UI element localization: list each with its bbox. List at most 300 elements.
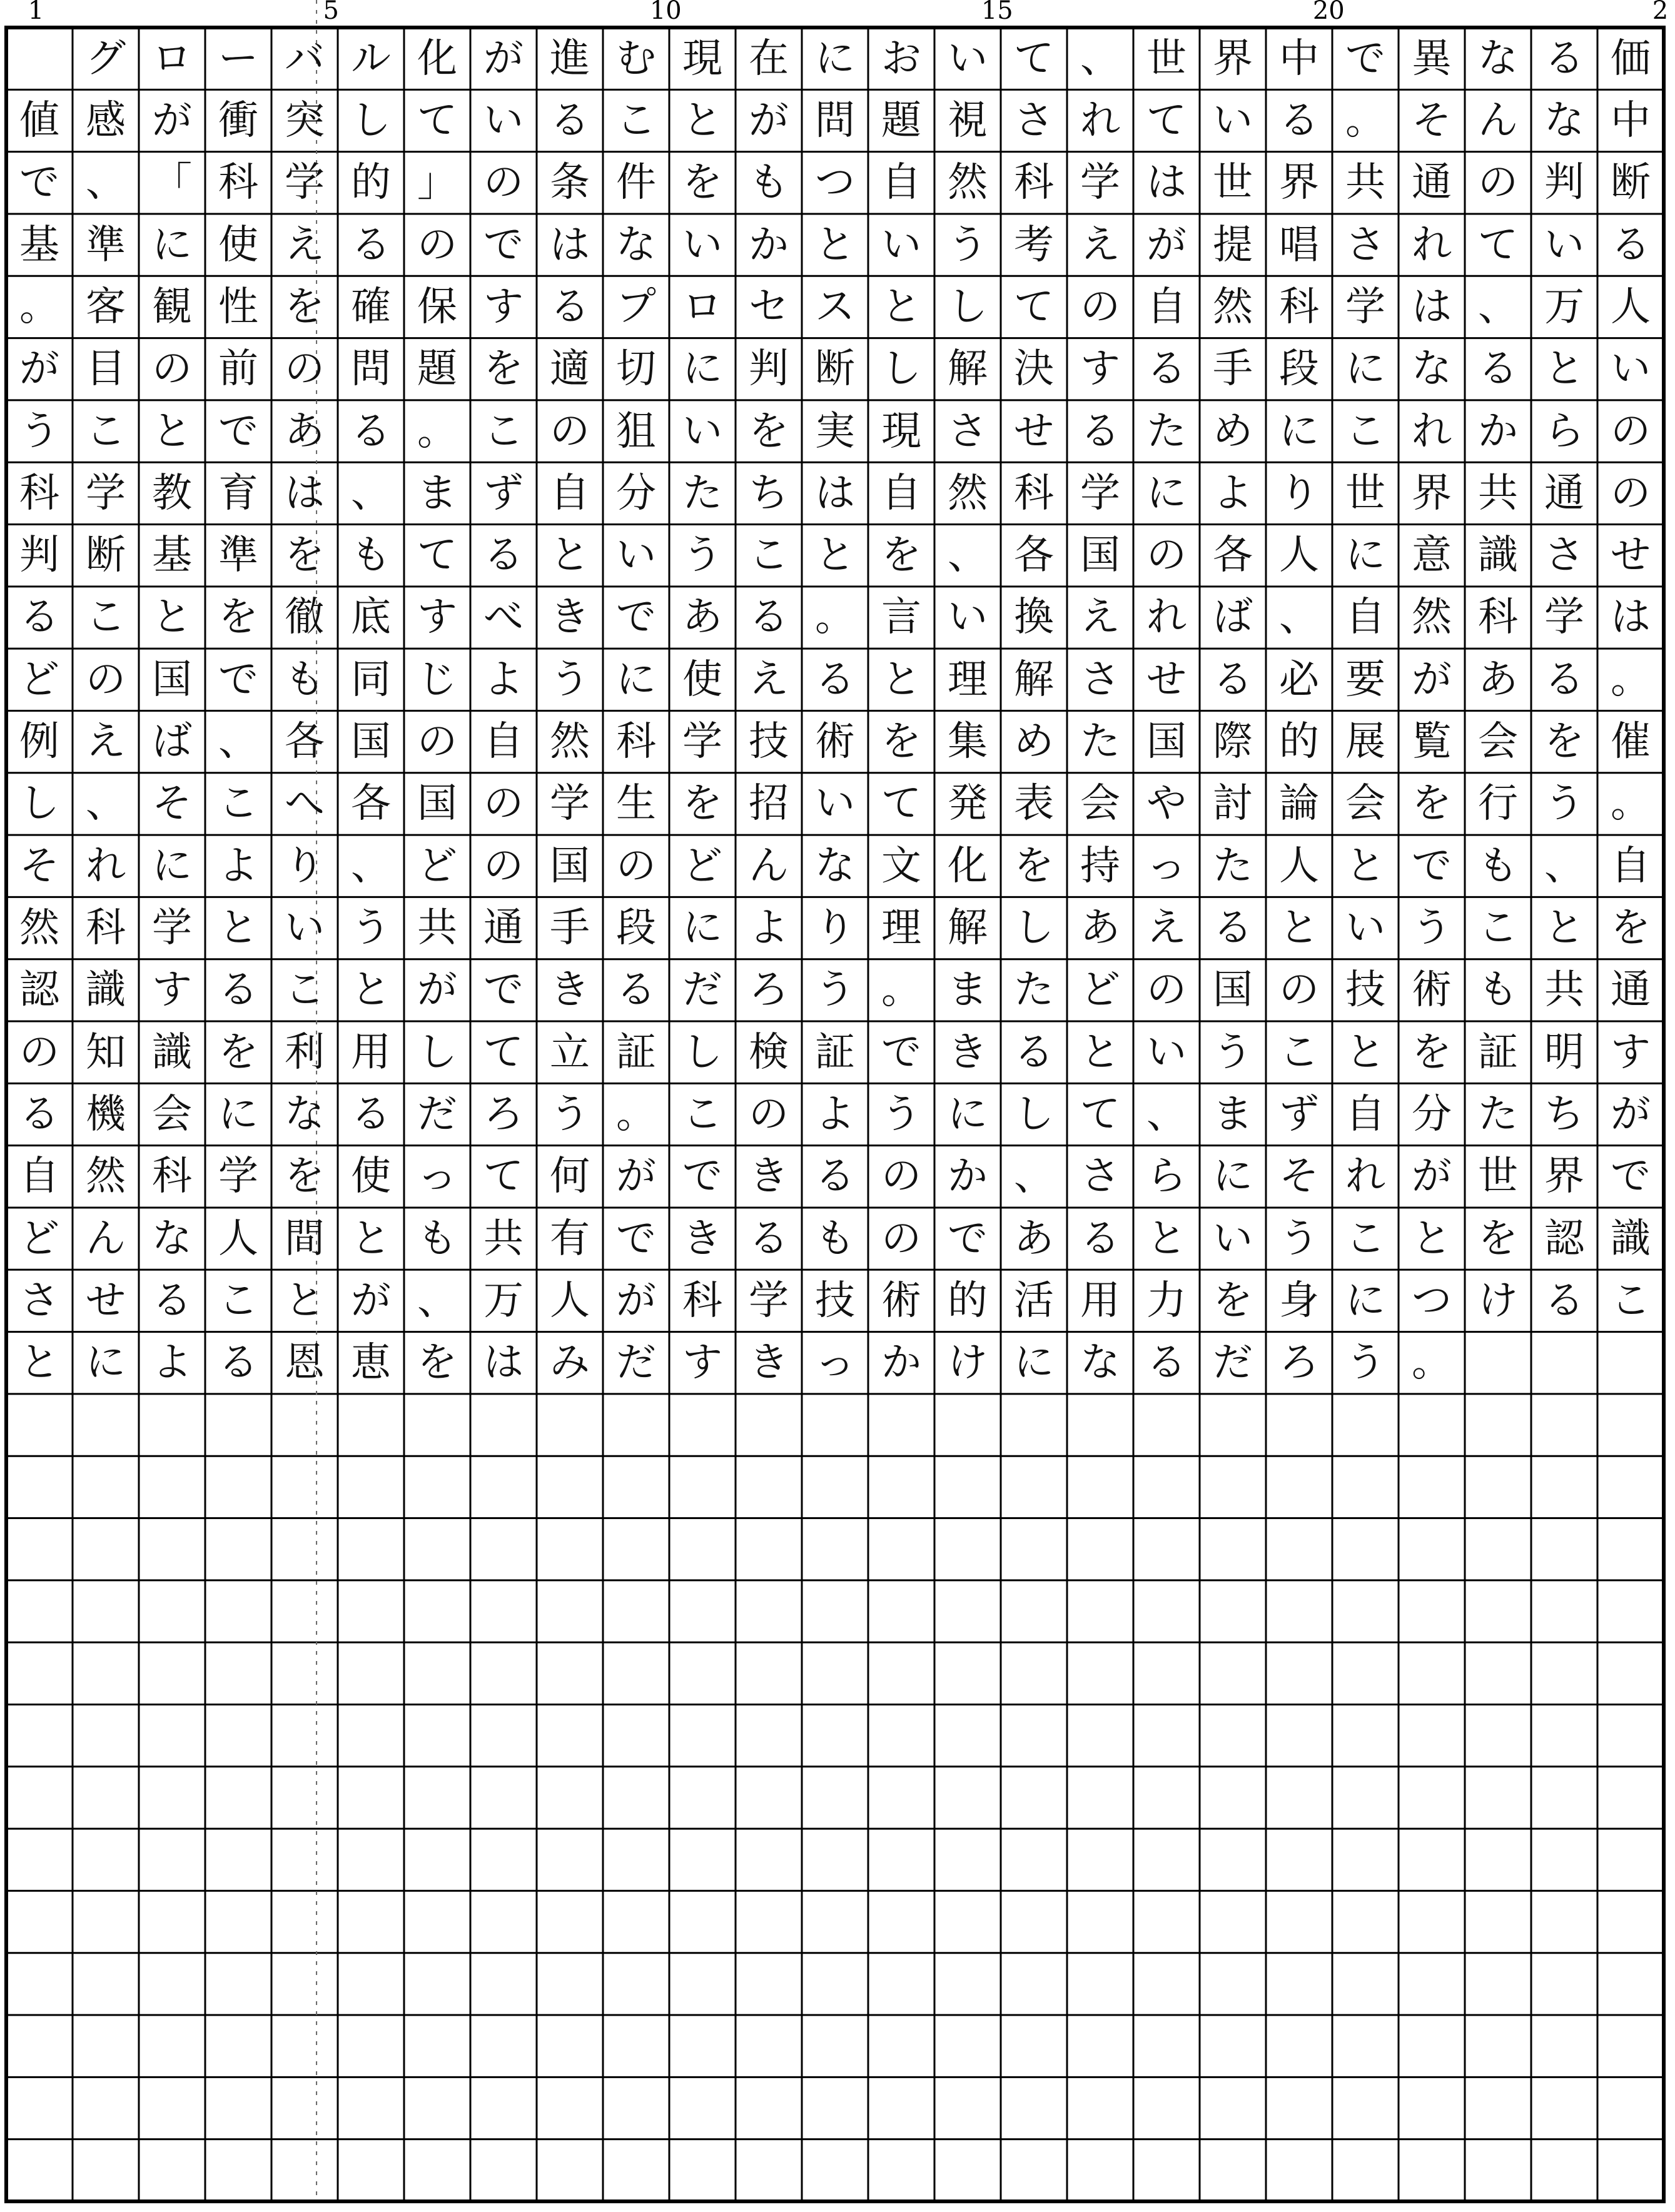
manuscript-char: ん <box>749 842 789 889</box>
manuscript-char: て <box>483 1029 524 1076</box>
manuscript-char: 証 <box>616 1029 656 1076</box>
manuscript-char: る <box>351 408 391 455</box>
manuscript-char: し <box>1014 905 1054 952</box>
manuscript-char: 使 <box>682 656 722 703</box>
manuscript-char: 人 <box>1611 283 1651 330</box>
manuscript-char: で <box>881 1029 921 1076</box>
manuscript-char: う <box>351 905 391 952</box>
manuscript-char: た <box>1014 967 1054 1014</box>
manuscript-char: か <box>881 1340 921 1386</box>
manuscript-char: に <box>1014 1340 1054 1386</box>
manuscript-char: る <box>1611 221 1651 268</box>
manuscript-char: し <box>948 283 988 330</box>
manuscript-char: る <box>19 594 59 641</box>
manuscript-char: ろ <box>1279 1340 1319 1386</box>
manuscript-char: え <box>1080 221 1120 268</box>
manuscript-char: は <box>1146 159 1187 206</box>
manuscript-char: た <box>1080 719 1120 765</box>
manuscript-char: を <box>749 408 789 455</box>
manuscript-char: け <box>948 1340 988 1386</box>
manuscript-char: 技 <box>815 1277 855 1324</box>
manuscript-char: こ <box>1478 905 1518 952</box>
manuscript-char: 世 <box>1213 159 1253 206</box>
manuscript-char: ま <box>948 967 988 1014</box>
manuscript-char: き <box>948 1029 988 1076</box>
manuscript-char: せ <box>1014 408 1054 455</box>
manuscript-char: の <box>1279 967 1319 1014</box>
manuscript-char: 識 <box>1611 1215 1651 1262</box>
manuscript-char: 明 <box>1544 1029 1584 1076</box>
manuscript-char: 使 <box>218 221 258 268</box>
manuscript-char: も <box>1478 842 1518 889</box>
manuscript-char: 教 <box>152 470 192 517</box>
manuscript-char: 客 <box>86 283 126 330</box>
manuscript-char: い <box>682 408 722 455</box>
manuscript-char: を <box>881 532 921 579</box>
manuscript-char: い <box>616 532 656 579</box>
manuscript-char: た <box>682 470 722 517</box>
manuscript-char: す <box>1080 346 1120 393</box>
manuscript-char: う <box>1544 780 1584 827</box>
ruler-number: 1 <box>28 0 44 25</box>
manuscript-char: に <box>152 842 192 889</box>
manuscript-char: 万 <box>483 1277 524 1324</box>
manuscript-char: 考 <box>1014 221 1054 268</box>
manuscript-char: 然 <box>948 159 988 206</box>
manuscript-char: 中 <box>1279 35 1319 82</box>
manuscript-char: の <box>1080 283 1120 330</box>
manuscript-char: 、 <box>1279 594 1319 641</box>
manuscript-char: セ <box>749 283 789 330</box>
manuscript-char: せ <box>1611 532 1651 579</box>
manuscript-char: 科 <box>1014 159 1054 206</box>
manuscript-char: み <box>550 1340 590 1386</box>
manuscript-char: を <box>1014 842 1054 889</box>
manuscript-char: き <box>749 1340 789 1386</box>
manuscript-char: い <box>1345 905 1385 952</box>
manuscript-char: や <box>1146 780 1187 827</box>
manuscript-char: こ <box>218 1277 258 1324</box>
manuscript-char: あ <box>285 408 325 455</box>
manuscript-char: て <box>1014 35 1054 82</box>
manuscript-char: 界 <box>1412 470 1452 517</box>
manuscript-char: ん <box>1478 97 1518 144</box>
manuscript-char: こ <box>682 1091 722 1138</box>
manuscript-char: れ <box>1412 408 1452 455</box>
manuscript-char: て <box>1014 283 1054 330</box>
manuscript-char: れ <box>86 842 126 889</box>
manuscript-char: 解 <box>948 346 988 393</box>
manuscript-char: 学 <box>218 1153 258 1200</box>
manuscript-char: 発 <box>948 780 988 827</box>
manuscript-char: い <box>1611 346 1651 393</box>
manuscript-char: と <box>351 1215 391 1262</box>
manuscript-char: る <box>749 1215 789 1262</box>
manuscript-char: の <box>1611 470 1651 517</box>
manuscript-char: 、 <box>417 1277 457 1324</box>
manuscript-char: そ <box>152 780 192 827</box>
manuscript-char: 生 <box>616 780 656 827</box>
manuscript-char: る <box>1213 656 1253 703</box>
manuscript-char: い <box>483 97 524 144</box>
manuscript-char: 徹 <box>285 594 325 641</box>
manuscript-char: 持 <box>1080 842 1120 889</box>
manuscript-char: め <box>1014 719 1054 765</box>
manuscript-char: え <box>749 656 789 703</box>
manuscript-char: さ <box>1080 656 1120 703</box>
manuscript-char: 確 <box>351 283 391 330</box>
manuscript-char: 唱 <box>1279 221 1319 268</box>
manuscript-char: 然 <box>550 719 590 765</box>
manuscript-char: を <box>682 780 722 827</box>
manuscript-char: ず <box>483 470 524 517</box>
manuscript-char: と <box>1412 1215 1452 1262</box>
manuscript-char: 。 <box>19 283 59 330</box>
manuscript-char: 狙 <box>616 408 656 455</box>
manuscript-char: る <box>218 1340 258 1386</box>
manuscript-char: な <box>1080 1340 1120 1386</box>
manuscript-char: と <box>152 594 192 641</box>
manuscript-char: と <box>881 656 921 703</box>
manuscript-char: と <box>682 97 722 144</box>
manuscript-char: の <box>616 842 656 889</box>
manuscript-char: 科 <box>86 905 126 952</box>
manuscript-char: 人 <box>218 1215 258 1262</box>
manuscript-char: 自 <box>1345 594 1385 641</box>
manuscript-char: ち <box>749 470 789 517</box>
manuscript-char: ら <box>1146 1153 1187 1200</box>
manuscript-char: あ <box>682 594 722 641</box>
manuscript-char: 会 <box>1080 780 1120 827</box>
manuscript-char: き <box>550 967 590 1014</box>
manuscript-char: と <box>218 905 258 952</box>
manuscript-char: う <box>815 967 855 1014</box>
manuscript-char: 進 <box>550 35 590 82</box>
manuscript-char: 。 <box>1611 656 1651 703</box>
manuscript-char: 術 <box>881 1277 921 1324</box>
manuscript-char: さ <box>948 408 988 455</box>
manuscript-char: う <box>948 221 988 268</box>
manuscript-char: を <box>1213 1277 1253 1324</box>
manuscript-char: る <box>351 221 391 268</box>
manuscript-char: 分 <box>616 470 656 517</box>
manuscript-char: よ <box>483 656 524 703</box>
manuscript-char: 人 <box>1279 532 1319 579</box>
manuscript-char: で <box>483 221 524 268</box>
manuscript-char: 現 <box>881 408 921 455</box>
manuscript-char: を <box>218 1029 258 1076</box>
manuscript-char: も <box>285 656 325 703</box>
manuscript-char: 学 <box>285 159 325 206</box>
manuscript-char: 用 <box>1080 1277 1120 1324</box>
manuscript-char: こ <box>749 532 789 579</box>
manuscript-char: こ <box>86 408 126 455</box>
manuscript-char: る <box>1080 408 1120 455</box>
manuscript-char: が <box>1611 1091 1651 1138</box>
manuscript-char: を <box>218 594 258 641</box>
manuscript-char: る <box>1279 97 1319 144</box>
manuscript-char: 、 <box>351 842 391 889</box>
manuscript-char: そ <box>1279 1153 1319 1200</box>
manuscript-char: 催 <box>1611 719 1651 765</box>
manuscript-char: も <box>749 159 789 206</box>
manuscript-char: 使 <box>351 1153 391 1200</box>
manuscript-char: 例 <box>19 719 59 765</box>
manuscript-char: ロ <box>152 35 192 82</box>
manuscript-char: ロ <box>682 283 722 330</box>
manuscript-char: と <box>815 221 855 268</box>
manuscript-char: 科 <box>616 719 656 765</box>
manuscript-char: な <box>1544 97 1584 144</box>
manuscript-char: 基 <box>152 532 192 579</box>
manuscript-char: を <box>417 1340 457 1386</box>
manuscript-char: の <box>550 408 590 455</box>
manuscript-char: い <box>881 221 921 268</box>
manuscript-char: が <box>616 1153 656 1200</box>
manuscript-char: 分 <box>1412 1091 1452 1138</box>
manuscript-char: せ <box>86 1277 126 1324</box>
manuscript-char: 適 <box>550 346 590 393</box>
manuscript-char: で <box>616 1215 656 1262</box>
ruler-number: 5 <box>323 0 339 25</box>
manuscript-char: が <box>152 97 192 144</box>
manuscript-char: 保 <box>417 283 457 330</box>
manuscript-char: け <box>1478 1277 1518 1324</box>
manuscript-char: を <box>682 159 722 206</box>
manuscript-char: の <box>483 159 524 206</box>
manuscript-char: る <box>152 1277 192 1324</box>
manuscript-char: 基 <box>19 221 59 268</box>
manuscript-char: あ <box>1014 1215 1054 1262</box>
manuscript-char: 、 <box>86 159 126 206</box>
manuscript-char: と <box>1146 1215 1187 1262</box>
manuscript-char: さ <box>19 1277 59 1324</box>
manuscript-char: 準 <box>86 221 126 268</box>
manuscript-char: 間 <box>285 1215 325 1262</box>
manuscript-char: 観 <box>152 283 192 330</box>
manuscript-char: 国 <box>417 780 457 827</box>
manuscript-char: 判 <box>749 346 789 393</box>
manuscript-char: ら <box>1544 408 1584 455</box>
manuscript-char: 界 <box>1544 1153 1584 1200</box>
manuscript-char: 表 <box>1014 780 1054 827</box>
manuscript-char: を <box>1611 905 1651 952</box>
manuscript-char: の <box>881 1215 921 1262</box>
manuscript-char: と <box>351 967 391 1014</box>
manuscript-char: な <box>616 221 656 268</box>
manuscript-char: 同 <box>351 656 391 703</box>
manuscript-char: を <box>1544 719 1584 765</box>
manuscript-char: 言 <box>881 594 921 641</box>
manuscript-char: で <box>218 408 258 455</box>
manuscript-char: 然 <box>948 470 988 517</box>
manuscript-char: 学 <box>1080 470 1120 517</box>
manuscript-char: 検 <box>749 1029 789 1076</box>
manuscript-char: 各 <box>351 780 391 827</box>
manuscript-char: 手 <box>1213 346 1253 393</box>
manuscript-char: う <box>1213 1029 1253 1076</box>
manuscript-char: り <box>285 842 325 889</box>
manuscript-char: 通 <box>1412 159 1452 206</box>
manuscript-char: ス <box>815 283 855 330</box>
manuscript-char: 学 <box>152 905 192 952</box>
manuscript-char: 国 <box>1080 532 1120 579</box>
manuscript-char: る <box>1146 1340 1187 1386</box>
manuscript-char: 共 <box>417 905 457 952</box>
manuscript-char: 会 <box>152 1091 192 1138</box>
manuscript-char: 、 <box>218 719 258 765</box>
manuscript-char: き <box>682 1215 722 1262</box>
manuscript-char: 自 <box>1146 283 1187 330</box>
manuscript-char: 条 <box>550 159 590 206</box>
manuscript-char: 的 <box>948 1277 988 1324</box>
manuscript-char: の <box>417 221 457 268</box>
manuscript-char: 国 <box>1146 719 1187 765</box>
manuscript-char: ど <box>1080 967 1120 1014</box>
manuscript-char: よ <box>152 1340 192 1386</box>
manuscript-char: 通 <box>1611 967 1651 1014</box>
manuscript-char: 、 <box>1146 1091 1187 1138</box>
manuscript-char: に <box>1213 1153 1253 1200</box>
manuscript-char: 問 <box>351 346 391 393</box>
manuscript-char: す <box>483 283 524 330</box>
manuscript-char: 証 <box>815 1029 855 1076</box>
manuscript-char: の <box>19 1029 59 1076</box>
manuscript-char: 共 <box>1345 159 1385 206</box>
manuscript-char: に <box>152 221 192 268</box>
manuscript-char: 現 <box>682 35 722 82</box>
manuscript-char: 然 <box>86 1153 126 1200</box>
manuscript-char: し <box>417 1029 457 1076</box>
manuscript-char: で <box>218 656 258 703</box>
manuscript-char: に <box>1279 408 1319 455</box>
manuscript-char: よ <box>749 905 789 952</box>
manuscript-char: 解 <box>948 905 988 952</box>
manuscript-char: う <box>550 656 590 703</box>
manuscript-char: え <box>86 719 126 765</box>
manuscript-char: 必 <box>1279 656 1319 703</box>
manuscript-char: る <box>218 967 258 1014</box>
manuscript-char: 世 <box>1345 470 1385 517</box>
manuscript-char: す <box>682 1340 722 1386</box>
manuscript-char: 的 <box>1279 719 1319 765</box>
manuscript-char: プ <box>616 283 656 330</box>
manuscript-char: 通 <box>483 905 524 952</box>
manuscript-char: 世 <box>1478 1153 1518 1200</box>
manuscript-char: 学 <box>682 719 722 765</box>
manuscript-char: う <box>19 408 59 455</box>
manuscript-char: に <box>948 1091 988 1138</box>
manuscript-char: む <box>616 35 656 82</box>
manuscript-char: で <box>1345 35 1385 82</box>
manuscript-char: 自 <box>19 1153 59 1200</box>
manuscript-char: 利 <box>285 1029 325 1076</box>
manuscript-char: の <box>152 346 192 393</box>
manuscript-char: が <box>417 967 457 1014</box>
manuscript-char: に <box>682 346 722 393</box>
manuscript-char: た <box>1478 1091 1518 1138</box>
manuscript-char: か <box>1478 408 1518 455</box>
manuscript-char: は <box>285 470 325 517</box>
manuscript-char: い <box>285 905 325 952</box>
manuscript-char: に <box>682 905 722 952</box>
manuscript-char: 題 <box>881 97 921 144</box>
manuscript-char: 国 <box>152 656 192 703</box>
manuscript-char: 値 <box>19 97 59 144</box>
manuscript-char: 共 <box>483 1215 524 1262</box>
manuscript-char: 決 <box>1014 346 1054 393</box>
manuscript-char: 化 <box>948 842 988 889</box>
manuscript-char: で <box>1611 1153 1651 1200</box>
manuscript-char: 討 <box>1213 780 1253 827</box>
manuscript-char: お <box>881 35 921 82</box>
manuscript-char: 」 <box>417 159 457 206</box>
manuscript-char: 断 <box>1611 159 1651 206</box>
manuscript-char: ず <box>1279 1091 1319 1138</box>
manuscript-char: 識 <box>1478 532 1518 579</box>
manuscript-char: と <box>1080 1029 1120 1076</box>
manuscript-char: 理 <box>948 656 988 703</box>
manuscript-char: が <box>749 97 789 144</box>
manuscript-char: 問 <box>815 97 855 144</box>
manuscript-char: て <box>1478 221 1518 268</box>
manuscript-char: へ <box>285 780 325 827</box>
manuscript-char: い <box>1213 97 1253 144</box>
manuscript-char: 中 <box>1611 97 1651 144</box>
manuscript-char: 手 <box>550 905 590 952</box>
manuscript-char: 術 <box>1412 967 1452 1014</box>
manuscript-char: の <box>483 842 524 889</box>
manuscript-char: ま <box>417 470 457 517</box>
manuscript-char: に <box>1146 470 1187 517</box>
manuscript-char: は <box>1412 283 1452 330</box>
manuscript-char: 、 <box>1478 283 1518 330</box>
manuscript-char: と <box>550 532 590 579</box>
manuscript-char: を <box>1412 1029 1452 1076</box>
manuscript-char: 会 <box>1478 719 1518 765</box>
manuscript-char: 然 <box>1412 594 1452 641</box>
manuscript-char: と <box>285 1277 325 1324</box>
manuscript-char: て <box>1080 1091 1120 1138</box>
manuscript-char: と <box>19 1340 59 1386</box>
manuscript-char: て <box>417 532 457 579</box>
manuscript-char: 然 <box>19 905 59 952</box>
manuscript-char: 学 <box>1544 594 1584 641</box>
manuscript-char: 件 <box>616 159 656 206</box>
manuscript-char: を <box>285 532 325 579</box>
manuscript-char: じ <box>417 656 457 703</box>
manuscript-char: 自 <box>881 470 921 517</box>
manuscript-char: 準 <box>218 532 258 579</box>
manuscript-char: し <box>351 97 391 144</box>
manuscript-char: て <box>417 97 457 144</box>
manuscript-char: せ <box>1146 656 1187 703</box>
manuscript-char: よ <box>1213 470 1253 517</box>
manuscript-char: 学 <box>86 470 126 517</box>
manuscript-char: を <box>1478 1215 1518 1262</box>
manuscript-char: ど <box>417 842 457 889</box>
manuscript-char: な <box>1478 35 1518 82</box>
manuscript-char: べ <box>483 594 524 641</box>
manuscript-char: き <box>550 594 590 641</box>
manuscript-char: ろ <box>483 1091 524 1138</box>
manuscript-char: 何 <box>550 1153 590 1200</box>
manuscript-char: 科 <box>1279 283 1319 330</box>
manuscript-char: ん <box>86 1215 126 1262</box>
manuscript-char: 学 <box>1345 283 1385 330</box>
manuscript-char: 判 <box>19 532 59 579</box>
manuscript-char: て <box>483 1153 524 1200</box>
